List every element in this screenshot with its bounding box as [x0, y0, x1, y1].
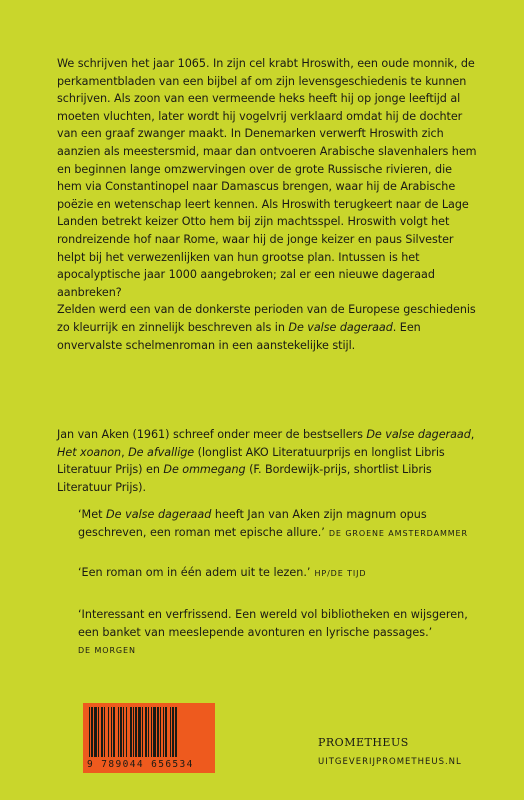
bio-separator: ,: [121, 445, 129, 459]
publisher-website: UITGEVERIJPROMETHEUS.NL: [318, 757, 462, 767]
bio-separator: ,: [470, 428, 475, 441]
barcode-bar: [153, 707, 156, 757]
book-title: De valse dageraad: [288, 320, 393, 334]
quote-source: DE MORGEN: [78, 646, 136, 656]
quote-text: ‘Interessant en verfrissend. Een wereld vol bibliotheken en wijsgeren, een banket van meeslepende avonturen en lyrische passages.’: [78, 608, 468, 639]
summary-closing-text: Zelden werd een van de donkerste perioden van de Europese geschiedenis zo kleurrijk en zinnelijk beschreven als in: [57, 303, 476, 334]
barcode-bar: [113, 707, 115, 757]
barcode-bar: [142, 707, 143, 757]
press-quote: [78, 564, 488, 583]
bio-text: (F. Bordewijk-prijs, shortlist Libris Literatuur Prijs).: [57, 463, 432, 494]
isbn-number: 9 789044 656534: [87, 759, 194, 770]
publisher-logo: PROMETHEUS: [318, 736, 409, 749]
barcode-bar: [145, 707, 147, 757]
author-bio-paragraph: [57, 426, 477, 496]
publisher-block: [318, 736, 462, 768]
barcode-bar: [133, 707, 134, 757]
barcode-bar: [170, 707, 171, 757]
barcode-bar: [163, 707, 164, 757]
barcode-bars: [89, 707, 209, 757]
barcode-bar: [130, 707, 132, 757]
barcode-bar: [135, 707, 137, 757]
barcode-bar: [123, 707, 124, 757]
quote-text: heeft Jan van Aken zijn magnum opus geschreven, een roman met epische allure.’: [78, 508, 427, 539]
barcode-bar: [172, 707, 174, 757]
barcode-bar: [138, 707, 141, 757]
barcode-bar: [165, 707, 167, 757]
barcode-bar: [157, 707, 159, 757]
barcode-bar: [104, 707, 105, 757]
barcode-bar: [126, 707, 127, 757]
bio-text: Jan van Aken (1961) schreef onder meer de bestsellers: [57, 428, 367, 441]
barcode-bar: [89, 707, 90, 757]
barcode-bar: [101, 707, 103, 757]
barcode-bar: [151, 707, 152, 757]
isbn-barcode: [83, 703, 215, 773]
quote-source: DE GROENE AMSTERDAMMER: [328, 528, 468, 538]
summary-closing-paragraph: [57, 301, 477, 354]
bio-book-title: De valse dageraad: [366, 428, 471, 441]
summary-text: [57, 55, 477, 354]
barcode-bar: [120, 707, 122, 757]
barcode-bar: [160, 707, 161, 757]
author-bio: [57, 426, 477, 496]
bio-text: (longlist AKO Literatuurprijs en longlist Libris Literatuur Prijs) en: [57, 445, 445, 477]
barcode-bar: [98, 707, 99, 757]
barcode-bar: [148, 707, 149, 757]
barcode-bar: [108, 707, 109, 757]
bio-book-title: De afvallige: [128, 445, 195, 459]
barcode-bar: [118, 707, 119, 757]
barcode-bar: [175, 707, 177, 757]
bio-book-title: Het xoanon: [57, 445, 122, 459]
press-quote: [78, 506, 488, 542]
bio-book-title: De ommegang: [163, 463, 246, 477]
press-quote: [78, 606, 488, 660]
summary-paragraph: We schrijven het jaar 1065. In zijn cel krabt Hroswith, een oude monnik, de perkamentbladen van een bijbel af om zijn levensgeschiedenis te kunnen schrijven. Als zoon van een vermeende heks heeft hij op jonge leeftijd al moeten vluchten, later wordt hij vogelvrij verklaard omdat hij de dochter van een graaf zwanger maakt. In Denemarken verwerft Hroswith zich aanzien als meestersmid, maar dan ontvoeren Arabische slavenhalers hem en beginnen lange omzwervingen over de grote Russische rivieren, die hem via Constantinopel naar Damascus brengen, waar hij de Arabische poëzie en wetenschap leert kennen. Als Hroswith terugkeert naar de Lage Landen betrekt keizer Otto hem bij zijn machtsspel. Hroswith volgt het rondreizende hof naar Rome, waar hij de jonge keizer en paus Silvester helpt bij het verwezenlijken van hun grootse plan. Intussen is het apocalyptische jaar 1000 aangebroken; zal er een nieuwe dageraad aanbreken?: [57, 57, 477, 299]
quote-text: ‘Met: [78, 508, 107, 521]
quote-source: HP/DE TIJD: [314, 569, 367, 578]
quote-book-title: De valse dageraad: [106, 508, 212, 521]
barcode-bar: [91, 707, 93, 757]
barcode-bar: [94, 707, 97, 757]
quote-text: ‘Een roman om in één adem uit te lezen.’: [78, 566, 311, 579]
barcode-bar: [111, 707, 112, 757]
summary-closing-text-end: . Een onvervalste schelmenroman in een aanstekelijke stijl.: [57, 320, 421, 352]
